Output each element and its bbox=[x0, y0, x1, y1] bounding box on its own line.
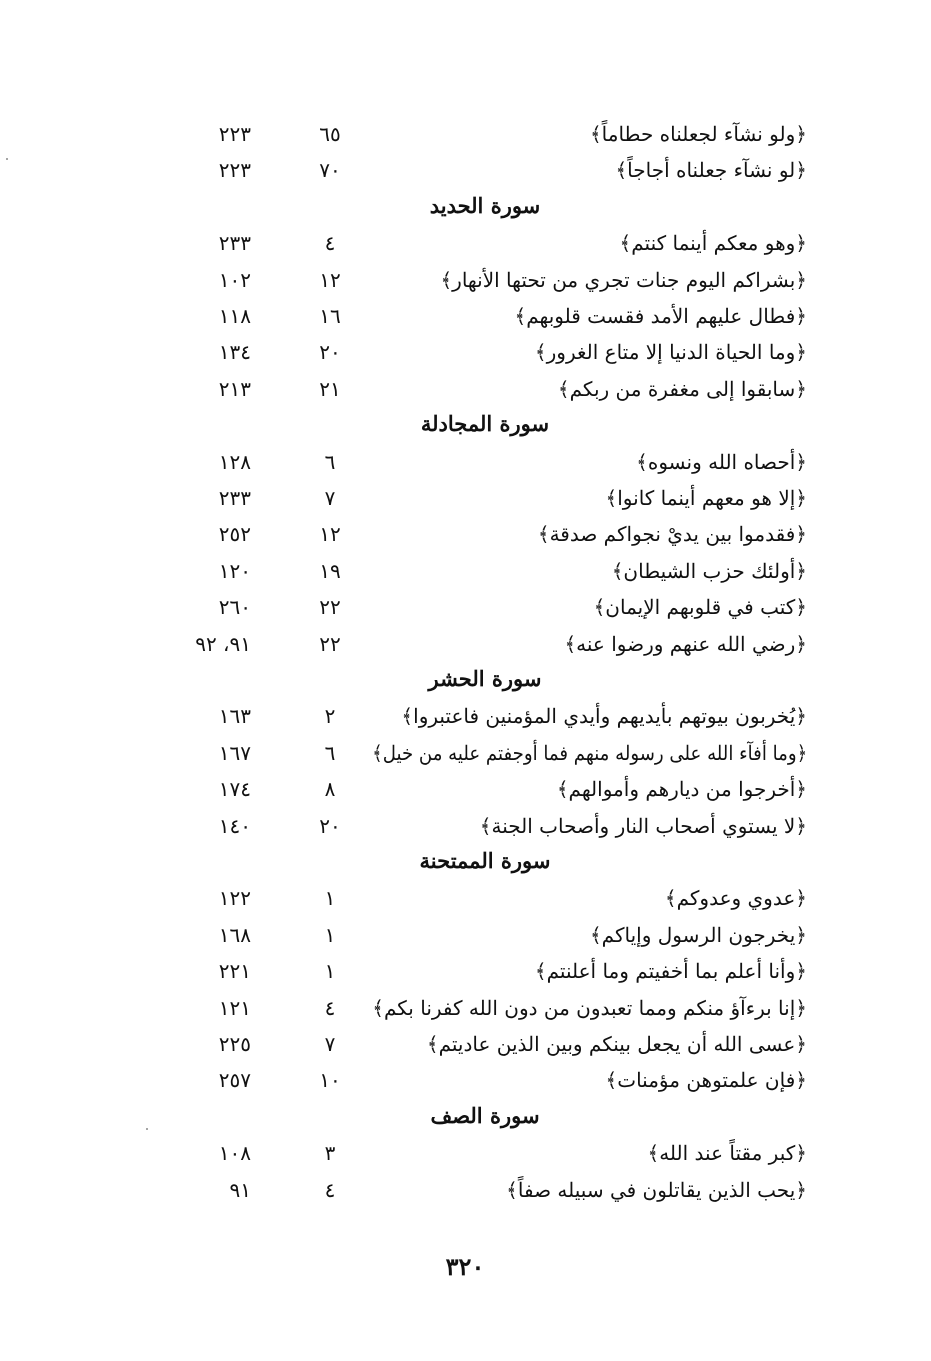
index-entry bbox=[0, 334, 931, 370]
index-entry bbox=[0, 480, 931, 516]
page-reference: ٢٦٠ bbox=[218, 595, 251, 620]
ayah-number: ١ bbox=[324, 959, 336, 984]
ayah-number: ١٢ bbox=[319, 267, 341, 292]
verse-text: ﴿لا يستوي أصحاب النار وأصحاب الجنة﴾ bbox=[479, 813, 807, 838]
ayah-number: ٣ bbox=[324, 1141, 336, 1166]
page-reference: ١٠٨ bbox=[218, 1141, 251, 1166]
page-reference: ٩١ bbox=[229, 1177, 251, 1202]
verse-text: ﴿عدوي وعدوكم﴾ bbox=[664, 886, 807, 911]
page-reference: ١٢١ bbox=[218, 995, 251, 1020]
ayah-number: ٢٠ bbox=[319, 340, 341, 365]
surah-heading-row bbox=[0, 1099, 931, 1135]
index-entry bbox=[0, 553, 931, 589]
verse-text: ﴿كبر مقتاً عند الله﴾ bbox=[647, 1141, 807, 1166]
verse-text: ﴿بشراكم اليوم جنات تجري من تحتها الأنهار﴾ bbox=[440, 267, 807, 292]
verse-text: ﴿أخرجوا من ديارهم وأموالهم﴾ bbox=[556, 777, 807, 802]
ayah-number: ٦٥ bbox=[319, 122, 341, 146]
page-reference: ١٤٠ bbox=[218, 813, 251, 838]
ayah-number: ٢ bbox=[324, 704, 336, 729]
ayah-number: ٧٠ bbox=[319, 158, 341, 183]
surah-title: سورة الصف bbox=[430, 1102, 540, 1128]
page-reference: ١٧٤ bbox=[218, 777, 251, 802]
page-reference: ٢٥٧ bbox=[218, 1068, 251, 1093]
ayah-number: ٤ bbox=[324, 231, 336, 256]
index-entry bbox=[0, 1062, 931, 1098]
index-entry bbox=[0, 1172, 931, 1208]
verse-text: ﴿رضي الله عنهم ورضوا عنه﴾ bbox=[564, 631, 807, 656]
page-reference: ١٢٠ bbox=[218, 558, 251, 583]
page-reference: ٢٢٣ bbox=[218, 158, 251, 183]
index-entry bbox=[0, 371, 931, 407]
verse-text: ﴿وما أفآء الله على رسوله منهم فما أوجفتم عليه من خيل﴾ bbox=[371, 740, 807, 765]
index-entry bbox=[0, 953, 931, 989]
surah-heading-row bbox=[0, 189, 931, 225]
verse-text: ﴿يخرجون الرسول وإياكم﴾ bbox=[589, 922, 807, 947]
verse-text: ﴿فإن علمتوهن مؤمنات﴾ bbox=[605, 1068, 807, 1093]
page-reference: ١٣٤ bbox=[218, 340, 251, 365]
page-reference: ٢٣٣ bbox=[218, 231, 251, 256]
index-entry bbox=[0, 516, 931, 552]
ayah-number: ٤ bbox=[324, 1177, 336, 1202]
page-reference: ٢١٣ bbox=[218, 376, 251, 401]
page-reference: ٢٣٣ bbox=[218, 486, 251, 510]
verse-text: ﴿يُخربون بيوتهم بأيديهم وأيدي المؤمنين فاعتبروا﴾ bbox=[401, 704, 807, 729]
verse-text: ﴿ولو نشآء لجعلناه حطاماً﴾ bbox=[589, 122, 807, 146]
ayah-number: ٨ bbox=[324, 777, 336, 802]
ayah-number: ٢٠ bbox=[319, 813, 341, 838]
page-reference: ١٦٧ bbox=[218, 740, 251, 765]
page-reference: ٩١، ٩٢ bbox=[195, 631, 251, 656]
index-entry bbox=[0, 152, 931, 188]
verse-text: ﴿كتب في قلوبهم الإيمان﴾ bbox=[593, 595, 807, 620]
verse-text: ﴿فطال عليهم الأمد فقست قلوبهم﴾ bbox=[514, 304, 807, 328]
index-entry bbox=[0, 262, 931, 298]
surah-heading-row bbox=[0, 662, 931, 698]
ayah-number: ٦ bbox=[324, 740, 336, 765]
ayah-number: ٢٢ bbox=[319, 631, 341, 656]
verse-text: ﴿وأنا أعلم بما أخفيتم وما أعلنتم﴾ bbox=[534, 959, 807, 984]
verse-text: ﴿أولئك حزب الشيطان﴾ bbox=[611, 558, 807, 583]
verse-text: ﴿يحب الذين يقاتلون في سبيله صفاً﴾ bbox=[506, 1177, 807, 1202]
page-reference: ١٠٢ bbox=[218, 267, 251, 292]
ayah-number: ٤ bbox=[324, 995, 336, 1020]
index-entry bbox=[0, 116, 931, 152]
page-reference: ٢٥٢ bbox=[218, 522, 251, 547]
page-reference: ١١٨ bbox=[218, 304, 251, 328]
ayah-number: ٧ bbox=[324, 1032, 336, 1056]
index-entry bbox=[0, 444, 931, 480]
verse-text: ﴿أحصاه الله ونسوه﴾ bbox=[636, 449, 807, 474]
surah-title: سورة الحشر bbox=[428, 666, 542, 691]
index-entry bbox=[0, 735, 931, 771]
ayah-number: ١ bbox=[324, 922, 336, 947]
ayah-number: ١٩ bbox=[319, 558, 341, 583]
ayah-number: ٦ bbox=[324, 449, 336, 474]
verse-text: ﴿وما الحياة الدنيا إلا متاع الغرور﴾ bbox=[534, 340, 807, 365]
surah-heading-row bbox=[0, 844, 931, 880]
ayah-number: ٢١ bbox=[319, 376, 341, 401]
ayah-number: ٢٢ bbox=[319, 595, 341, 620]
ayah-number: ١٢ bbox=[319, 522, 341, 547]
page-reference: ١٦٣ bbox=[218, 704, 251, 729]
ayah-number: ١ bbox=[324, 886, 336, 911]
verse-text: ﴿إنا برءآؤ منكم ومما تعبدون من دون الله كفرنا بكم﴾ bbox=[372, 995, 807, 1020]
index-entry bbox=[0, 298, 931, 334]
surah-title: سورة المجادلة bbox=[420, 411, 550, 437]
page-reference: ٢٢٣ bbox=[218, 122, 251, 146]
verse-text: ﴿وهو معكم أينما كنتم﴾ bbox=[619, 231, 807, 256]
index-entry bbox=[0, 589, 931, 625]
page-reference: ٢٢١ bbox=[218, 959, 251, 984]
page-reference: ١٦٨ bbox=[218, 922, 251, 947]
verse-text: ﴿سابقوا إلى مغفرة من ربكم﴾ bbox=[557, 376, 807, 401]
scan-speck bbox=[6, 158, 8, 160]
index-entry bbox=[0, 626, 931, 662]
index-entry bbox=[0, 1135, 931, 1171]
surah-heading-row bbox=[0, 407, 931, 443]
index-entry bbox=[0, 225, 931, 261]
index-entry bbox=[0, 808, 931, 844]
surah-title: سورة الممتحنة bbox=[419, 848, 551, 873]
page-reference: ١٢٢ bbox=[218, 886, 251, 911]
page-reference: ١٢٨ bbox=[218, 449, 251, 474]
index-entry bbox=[0, 771, 931, 807]
index-entry bbox=[0, 698, 931, 734]
page-number: ٣٢٠ bbox=[445, 1252, 485, 1281]
page-reference: ٢٢٥ bbox=[218, 1032, 251, 1056]
verse-text: ﴿عسى الله أن يجعل بينكم وبين الذين عاديتم﴾ bbox=[426, 1032, 807, 1056]
surah-title: سورة الحديد bbox=[429, 192, 541, 218]
index-entry bbox=[0, 1026, 931, 1062]
index-entry bbox=[0, 917, 931, 953]
verse-text: ﴿إلا هو معهم أينما كانوا﴾ bbox=[605, 486, 807, 510]
index-entry bbox=[0, 880, 931, 916]
ayah-number: ١٠ bbox=[319, 1068, 341, 1093]
verse-text: ﴿لو نشآء جعلناه أجاجاً﴾ bbox=[615, 158, 807, 183]
index-entry bbox=[0, 990, 931, 1026]
scan-speck bbox=[146, 1128, 148, 1130]
verse-text: ﴿فقدموا بين يديْ نجواكم صدقة﴾ bbox=[537, 522, 807, 547]
ayah-number: ١٦ bbox=[319, 304, 341, 328]
ayah-number: ٧ bbox=[324, 486, 336, 510]
